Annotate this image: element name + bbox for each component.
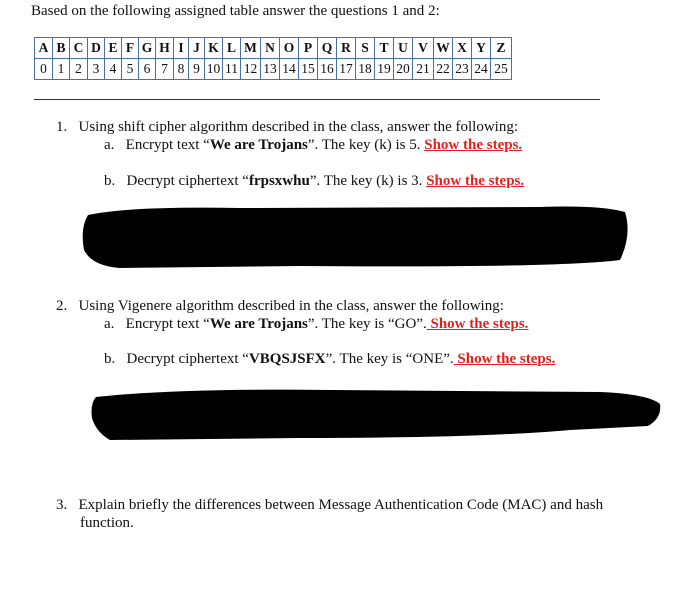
number-cell: 10 bbox=[205, 59, 223, 80]
number-cell: 22 bbox=[434, 59, 453, 80]
number-cell: 11 bbox=[223, 59, 241, 80]
number-cell: 5 bbox=[122, 59, 139, 80]
show-steps-link-2b[interactable]: Show the steps. bbox=[453, 351, 556, 367]
show-steps-link-2a[interactable]: Show the steps. bbox=[426, 316, 529, 332]
letter-cell: M bbox=[241, 38, 261, 59]
number-cell: 0 bbox=[35, 59, 53, 80]
question-2b-text-pre: Decrypt ciphertext “ bbox=[126, 351, 249, 367]
number-cell: 6 bbox=[139, 59, 156, 80]
number-cell: 14 bbox=[280, 59, 299, 80]
question-2a-label: a. bbox=[104, 316, 115, 332]
letter-cell: O bbox=[280, 38, 299, 59]
question-2-number: 2. bbox=[56, 298, 68, 314]
letter-cell: U bbox=[394, 38, 413, 59]
letter-cell: D bbox=[88, 38, 105, 59]
question-1b-text-post: ”. The key (k) is 3. bbox=[309, 173, 427, 189]
question-1b-label: b. bbox=[104, 173, 116, 189]
question-2b-text-post: ”. The key is “ONE”. bbox=[325, 351, 454, 367]
number-cell: 3 bbox=[88, 59, 105, 80]
letter-cell: T bbox=[375, 38, 394, 59]
question-1a-label: a. bbox=[104, 137, 115, 153]
letter-cell: L bbox=[223, 38, 241, 59]
question-3 bbox=[56, 497, 603, 514]
letter-cell: K bbox=[205, 38, 223, 59]
letter-cell: G bbox=[139, 38, 156, 59]
number-cell: 19 bbox=[375, 59, 394, 80]
letter-cell: P bbox=[299, 38, 318, 59]
question-1a-text-pre: Encrypt text “ bbox=[125, 137, 210, 153]
number-cell: 18 bbox=[356, 59, 375, 80]
letter-cell: H bbox=[156, 38, 174, 59]
letter-cell: E bbox=[105, 38, 122, 59]
letter-cell: R bbox=[337, 38, 356, 59]
question-1a-plaintext: We are Trojans bbox=[209, 137, 308, 153]
letter-cell: W bbox=[434, 38, 453, 59]
show-steps-link-1a[interactable]: Show the steps. bbox=[424, 137, 523, 153]
question-2a-text-post: ”. The key is “GO”. bbox=[307, 316, 427, 332]
letter-cell: Z bbox=[491, 38, 512, 59]
number-cell: 1 bbox=[53, 59, 70, 80]
letter-cell: J bbox=[189, 38, 205, 59]
number-cell: 12 bbox=[241, 59, 261, 80]
question-2b-label: b. bbox=[104, 351, 116, 367]
question-1b-text-pre: Decrypt ciphertext “ bbox=[126, 173, 249, 189]
letter-cell: C bbox=[70, 38, 88, 59]
number-cell: 16 bbox=[318, 59, 337, 80]
letter-cell: X bbox=[453, 38, 472, 59]
number-cell: 21 bbox=[413, 59, 434, 80]
show-steps-link-1b[interactable]: Show the steps. bbox=[426, 173, 525, 189]
question-1-text: Using shift cipher algorithm described in the class, answer the following: bbox=[78, 119, 518, 135]
number-cell: 7 bbox=[156, 59, 174, 80]
question-2a-plaintext: We are Trojans bbox=[209, 316, 308, 332]
letter-cell: Y bbox=[472, 38, 491, 59]
number-cell: 13 bbox=[261, 59, 280, 80]
number-cell: 17 bbox=[337, 59, 356, 80]
letter-cell: S bbox=[356, 38, 375, 59]
intro-text: Based on the following assigned table answer the questions 1 and 2: bbox=[31, 3, 440, 19]
letter-cell: N bbox=[261, 38, 280, 59]
question-3-text-line1: Explain briefly the differences between Message Authentication Code (MAC) and hash bbox=[78, 497, 604, 513]
number-cell: 9 bbox=[189, 59, 205, 80]
question-2-text: Using Vigenere algorithm described in the class, answer the following: bbox=[78, 298, 504, 314]
question-1a-text-post: ”. The key (k) is 5. bbox=[307, 137, 425, 153]
question-2b-ciphertext: VBQSJSFX bbox=[248, 351, 326, 367]
letter-cell: B bbox=[53, 38, 70, 59]
question-1-number: 1. bbox=[56, 119, 68, 135]
question-3-number: 3. bbox=[56, 497, 68, 513]
number-cell: 2 bbox=[70, 59, 88, 80]
number-cell: 4 bbox=[105, 59, 122, 80]
question-1b-ciphertext: frpsxwhu bbox=[248, 173, 310, 189]
letter-cell: I bbox=[174, 38, 189, 59]
question-2a-text-pre: Encrypt text “ bbox=[125, 316, 210, 332]
number-cell: 15 bbox=[299, 59, 318, 80]
letter-cell: F bbox=[122, 38, 139, 59]
letter-cell: V bbox=[413, 38, 434, 59]
letter-cell: A bbox=[35, 38, 53, 59]
number-cell: 8 bbox=[174, 59, 189, 80]
question-3-continued: function. bbox=[80, 515, 134, 531]
number-cell: 25 bbox=[491, 59, 512, 80]
number-cell: 24 bbox=[472, 59, 491, 80]
number-cell: 23 bbox=[453, 59, 472, 80]
number-cell: 20 bbox=[394, 59, 413, 80]
letter-cell: Q bbox=[318, 38, 337, 59]
